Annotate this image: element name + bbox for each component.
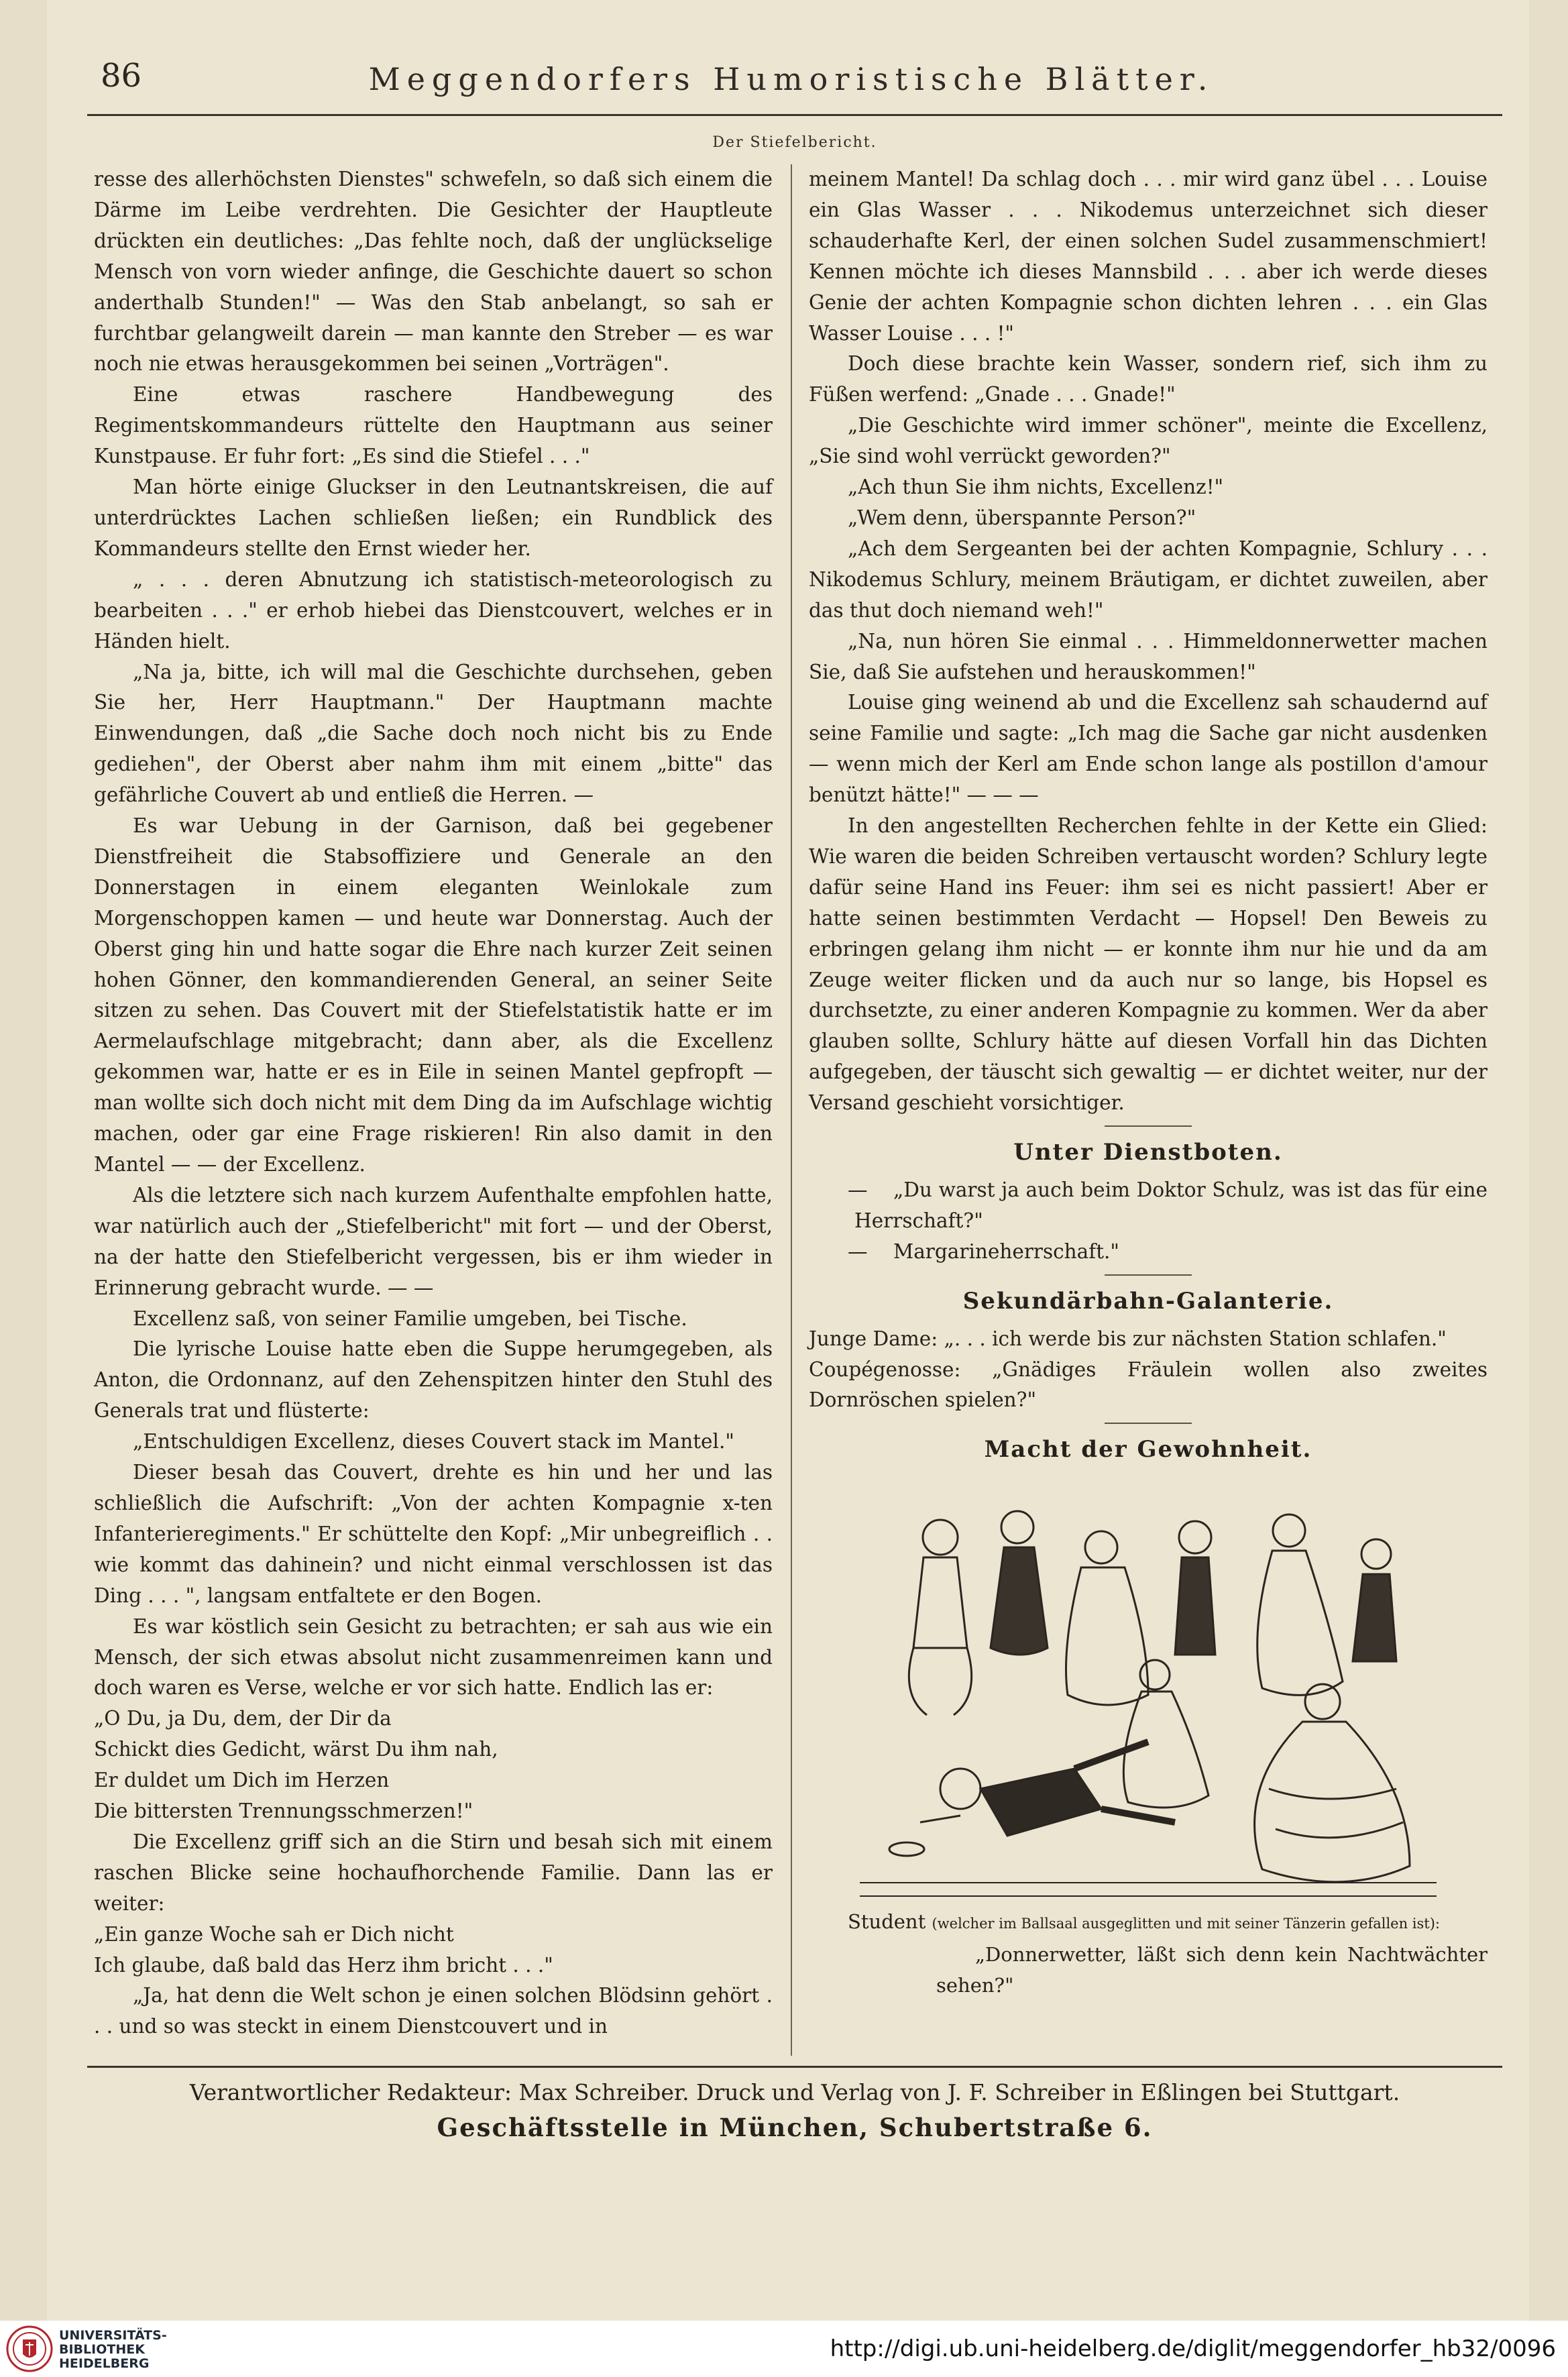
verse-line: Schickt dies Gedicht, wärst Du ihm nah, [94,1738,498,1761]
imprint-rule [87,2066,1502,2068]
dialogue-text: „Gnädiges Fräulein wollen also zweites Dornröschen spielen?" [809,1358,1488,1412]
paragraph: Dieser besah das Couvert, drehte es hin und her und las schließlich die Aufschrift: „Von der achten Kompagnie x-ten Infanterieregiments." Er schüttelte den Kopf: „Mir unbegreiflich . . wie kommt das dahinein? und nicht einmal verschlossen ist das Ding . . . ", langsam entfaltete er den Bogen. [94,1461,773,1607]
verse-line: „O Du, ja Du, dem, der Dir da [94,1707,392,1730]
paragraph: „Die Geschichte wird immer schöner", meinte die Excellenz, „Sie sind wohl verrückt geworden?" [809,414,1488,468]
dash-marker: — [848,1178,868,1201]
verse-line: Er duldet um Dich im Herzen [94,1769,390,1792]
section-title: Macht der Gewohnheit. [984,1436,1312,1463]
right-column [809,164,1488,2001]
library-name-line: BIBLIOTHEK [59,2342,145,2357]
paragraph: „Ja, hat denn die Welt schon je einen solchen Blödsinn gehört . . . und so was steckt in einem Dienstcouvert und in [94,1984,773,2038]
page-header [87,57,1496,111]
paragraph: Doch diese brachte kein Wasser, sondern rief, sich ihm zu Füßen werfend: „Gnade . . . Gnade!" [809,352,1488,406]
paragraph: Als die letztere sich nach kurzem Aufenthalte empfohlen hatte, war natürlich auch der „Stiefelbericht" mit fort — und der Oberst, na der hatte den Stiefelbericht vergessen, bis er ihm wieder in Erinnerung gebracht wurde. — — [94,1183,773,1299]
dialogue-line [809,1237,1488,1268]
dialogue-line [809,1324,1488,1355]
paragraph: meinem Mantel! Da schlag doch . . . mir wird ganz übel . . . Louise ein Glas Wasser . . . Nikodemus unterzeichnet sich dieser schauderhafte Kerl, der einen solchen Sudel zusammenschmiert! Kennen möchte ich dieses Mannsbild . . . aber ich werde dieses Genie der achten Kompagnie schon dichten lehren . . . ein Glas Wasser Louise . . . !" [809,168,1488,345]
paragraph: „Na ja, bitte, ich will mal die Geschichte durchsehen, geben Sie her, Herr Hauptmann." Der Hauptmann machte Einwendungen, daß „die Sache doch noch nicht bis zu Ende gediehen", der Oberst aber nahm ihm mit einem „bitte" das gefährliche Couvert ab und entließ die Herren. — [94,660,773,807]
story-title: Der Stiefelbericht. [712,134,877,151]
left-column [94,164,773,2042]
page-number: 86 [101,57,142,95]
column-divider [791,164,792,2056]
paragraph: „Na, nun hören Sie einmal . . . Himmeldonnerwetter machen Sie, daß Sie aufstehen und herauskommen!" [809,629,1488,683]
journal-title: Meggendorfers Humoristische Blätter. [368,61,1215,97]
section-title: Sekundärbahn-Galanterie. [962,1287,1334,1315]
imprint-office: Geschäftsstelle in München, Schubertstraße 6. [437,2113,1153,2142]
section-rule [1105,1274,1192,1276]
illustration-caption [809,1907,1488,2001]
library-name-line: HEIDELBERG [59,2356,150,2371]
paragraph: Es war köstlich sein Gesicht zu betrachten; er sah aus wie ein Mensch, der sich etwas absolut nicht zusammenreimen kann und doch waren es Verse, welche er vor sich hatte. Endlich las er: [94,1614,773,1700]
dialogue-text: „. . . ich werde bis zur nächsten Station schlafen." [944,1327,1447,1350]
source-url-link[interactable]: http://digi.ub.uni-heidelberg.de/diglit/meggendorfer_hb32/0096 [830,2335,1556,2362]
paragraph: „ . . . deren Abnutzung ich statistisch-meteorologisch zu bearbeiten . . ." er erhob hiebei das Dienstcouvert, welches er in Händen hielt. [94,567,773,653]
digitization-footer [0,2321,1568,2377]
paragraph: Die lyrische Louise hatte eben die Suppe herumgegeben, als Anton, die Ordonnanz, auf den Zehenspitzen hinter den Stuhl des Generals trat und flüsterte: [94,1337,773,1423]
caption-note: (welcher im Ballsaal ausgeglitten und mit seiner Tänzerin gefallen ist): [932,1916,1441,1932]
paragraph: Louise ging weinend ab und die Excellenz sah schaudernd auf seine Familie und sagte: „Ich mag die Sache gar nicht ausdenken — wenn mich der Kerl am Ende schon lange als postillon d'amour benützt hätte!" — — — [809,691,1488,807]
paragraph: „Ach dem Sergeanten bei der achten Kompagnie, Schlury . . . Nikodemus Schlury, meinem Bräutigam, er dichtet zuweilen, aber das thut doch niemand weh!" [809,537,1488,622]
section-rule [1105,1423,1192,1424]
dialogue-text: Margarineherrschaft." [893,1239,1119,1263]
section-rule [1105,1125,1192,1127]
paragraph: Excellenz saß, von seiner Familie umgeben, bei Tische. [133,1307,687,1330]
university-seal-icon [5,2325,54,2373]
speaker: Coupégenossе: [809,1358,961,1381]
ballroom-illustration [860,1474,1437,1903]
imprint-editor: Verantwortlicher Redakteur: Max Schreiber. Druck und Verlag von J. F. Schreiber in Eßlingen bei Stuttgart. [189,2079,1400,2105]
paragraph: Die Excellenz griff sich an die Stirn und besah sich mit einem raschen Blicke seine hochaufhorchende Familie. Dann las er weiter: [94,1830,773,1915]
dash-marker: — [848,1239,868,1263]
speaker: Junge Dame: [809,1327,938,1350]
verse-line: Die bittersten Trennungsschmerzen!" [94,1800,473,1823]
paragraph: „Entschuldigen Excellenz, dieses Couvert stack im Mantel." [133,1430,734,1453]
verse-line: „Ein ganze Woche sah er Dich nicht [94,1922,454,1946]
paragraph: „Ach thun Sie ihm nichts, Excellenz!" [848,476,1224,499]
paragraph: „Wem denn, überspannte Person?" [848,506,1196,529]
caption-speaker: Student [848,1910,926,1934]
dialogue-line [809,1175,1488,1237]
library-name-line: UNIVERSITÄTS- [59,2328,167,2343]
section-title: Unter Dienstboten. [1013,1139,1283,1166]
paragraph: Es war Uebung in der Garnison, daß bei gegebener Dienstfreiheit die Stabsoffiziere und Generale an den Donnerstagen in einem eleganten Weinlokale zum Morgenschoppen kamen — und heute war Donnerstag. Auch der Oberst ging hin und hatte sogar die Ehre nach kurzer Zeit seinen hohen Gönner, den kommandierenden General, an seiner Seite sitzen zu sehen. Das Couvert mit der Stiefelstatistik hatte er im Aermelaufschlage mitgebracht; dann aber, als die Excellenz gekommen war, hatte er es in Eile in seinen Mantel gepfropft — man wollte sich doch nicht mit dem Ding da im Aufschlage wichtig machen, oder gar eine Frage riskieren! Rin also damit in den Mantel — — der Excellenz. [94,814,773,1176]
caption-quote: „Donnerwetter, läßt sich denn kein Nachtwächter sehen?" [936,1943,1488,1997]
dialogue-text: „Du warst ja auch beim Doktor Schulz, was ist das für eine Herrschaft?" [854,1178,1488,1232]
paragraph: resse des allerhöchsten Dienstes" schwefeln, so daß sich einem die Därme im Leibe verdrehten. Die Gesichter der Hauptleute drückten ein deutliches: „Das fehlte noch, daß der unglückselige Mensch von vorn wieder anfinge, die Geschichte dauert so schon anderthalb Stunden!" — Was den Stab anbelangt, so sah er furchtbar gelangweilt darein — man kannte den Streber — es war noch nie etwas herausgekommen bei seinen „Vorträgen". [94,168,773,376]
paragraph: In den angestellten Recherchen fehlte in der Kette ein Glied: Wie waren die beiden Schreiben vertauscht worden? Schlury legte dafür seine Hand ins Feuer: ihm sei es nicht passiert! Aber er hatte seinen bestimmten Verdacht — Hopsel! Den Beweis zu erbringen gelang ihm nicht — er konnte ihm nur hie und da am Zeuge weiter flicken und da auch nur so lange, bis Hopsel es durchsetzte, zu einer anderen Kompagnie zu kommen. Wer da aber glauben sollte, Schlury hätte auf diesen Vorfall hin das Dichten aufgegeben, der täuscht sich gewaltig — er dichtet weiter, nur der Versand geschieht vorsichtiger. [809,814,1488,1115]
paragraph: Man hörte einige Gluckser in den Leutnantskreisen, die auf unterdrücktes Lachen schließen ließen; ein Rundblick des Kommandeurs stellte den Ernst wieder her. [94,476,773,560]
dialogue-line [809,1355,1488,1417]
verse-line: Ich glaube, daß bald das Herz ihm bricht . . ." [94,1953,553,1977]
paragraph: Eine etwas raschere Handbewegung des Regimentskommandeurs rüttelte den Hauptmann aus seiner Kunstpause. Er fuhr fort: „Es sind die Stiefel . . ." [94,383,773,468]
library-name [59,2329,167,2371]
header-rule [87,114,1502,116]
